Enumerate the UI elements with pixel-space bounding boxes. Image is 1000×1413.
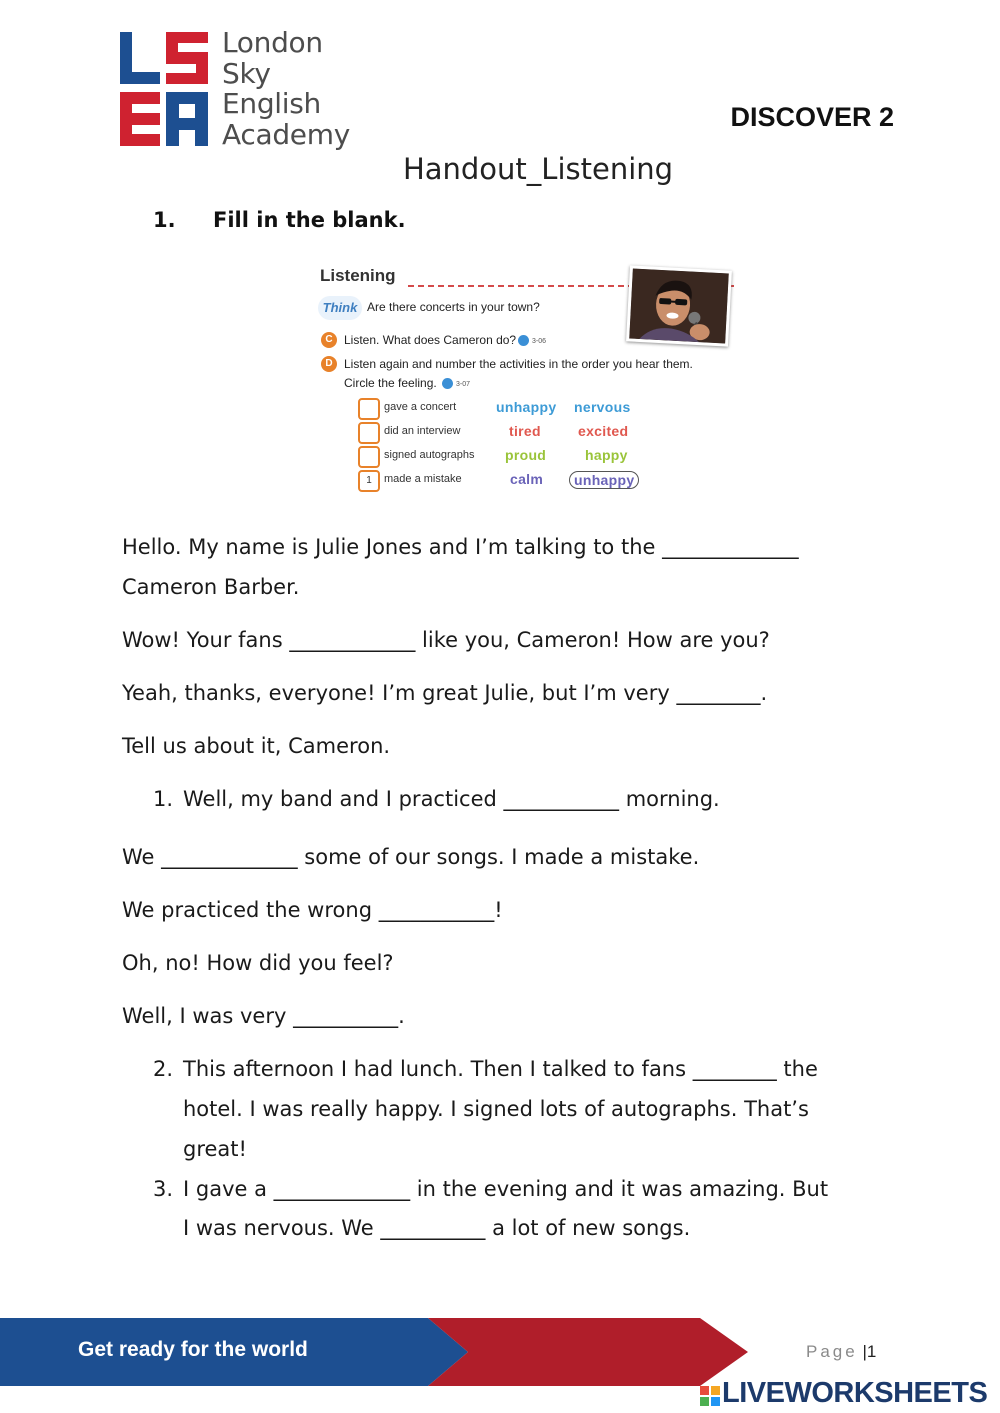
step-d-badge: D xyxy=(321,356,337,372)
list-number: 3. xyxy=(153,1177,174,1201)
list-item: Well, my band and I practiced ___________ morning. xyxy=(183,787,720,811)
dialogue-line: Tell us about it, Cameron. xyxy=(122,734,391,758)
section-heading xyxy=(153,208,406,232)
list-item: I was nervous. We __________ a lot of new songs. xyxy=(183,1216,691,1240)
list-item: hotel. I was really happy. I signed lots of autographs. That’s xyxy=(183,1097,809,1121)
logo-cut xyxy=(178,43,208,52)
list-item: I gave a _____________ in the evening and it was amazing. But xyxy=(183,1177,829,1201)
feeling-word[interactable]: unhappy xyxy=(496,399,557,415)
think-bubble: Think xyxy=(318,296,362,320)
list-item: This afternoon I had lunch. Then I talked to fans ________ the xyxy=(183,1057,818,1081)
step-d-instruction-2: Circle the feeling. xyxy=(344,376,437,390)
academy-logo xyxy=(120,32,208,146)
activity-label: did an interview xyxy=(384,425,461,437)
feeling-word-circled[interactable]: unhappy xyxy=(569,471,639,489)
page-title: Handout_Listening xyxy=(402,152,674,186)
logo-line: Academy xyxy=(222,117,350,151)
logo-cut xyxy=(132,125,160,134)
textbook-excerpt-image xyxy=(316,258,742,500)
step-c-instruction: Listen. What does Cameron do? xyxy=(344,333,517,347)
think-question: Are there concerts in your town? xyxy=(367,300,540,314)
logo-line: Sky xyxy=(222,56,271,90)
order-box[interactable] xyxy=(358,446,380,468)
list-number: 2. xyxy=(153,1057,174,1081)
activity-label: signed autographs xyxy=(384,449,475,461)
activity-label: gave a concert xyxy=(384,401,457,413)
order-box[interactable] xyxy=(358,422,380,444)
singer-illustration xyxy=(629,269,729,344)
feeling-word[interactable]: excited xyxy=(578,423,629,439)
logo-cut xyxy=(132,104,160,113)
step-c-badge: C xyxy=(321,332,337,348)
dialogue-line: Well, I was very __________. xyxy=(122,1004,405,1028)
feeling-word[interactable]: tired xyxy=(509,423,541,439)
section-number: 1. xyxy=(153,208,176,232)
list-item: great! xyxy=(183,1137,247,1161)
logo-block-s xyxy=(166,32,208,84)
feeling-word[interactable]: nervous xyxy=(574,399,631,415)
feeling-word[interactable]: proud xyxy=(505,447,547,463)
page-separator: | xyxy=(862,1342,867,1361)
step-d-instruction: Listen again and number the activities in the order you hear them. xyxy=(344,357,693,371)
cameron-photo xyxy=(626,265,732,346)
logo-cut xyxy=(132,32,160,72)
audio-icon xyxy=(442,378,453,389)
page-number xyxy=(806,1342,876,1362)
audio-track-code: 3-06 xyxy=(532,338,547,345)
section-title: Fill in the blank. xyxy=(213,208,406,232)
dialogue-line: Hello. My name is Julie Jones and I’m talking to the _____________ xyxy=(122,535,799,559)
logo-cut xyxy=(166,64,196,73)
logo-cut xyxy=(179,104,195,118)
dialogue-line: Yeah, thanks, everyone! I’m great Julie, but I’m very ________. xyxy=(122,681,768,705)
order-box[interactable] xyxy=(358,398,380,420)
logo-line: London xyxy=(222,26,323,59)
dialogue-line: Cameron Barber. xyxy=(122,575,300,599)
logo-wordmark xyxy=(222,28,350,150)
audio-track-code: 3-07 xyxy=(456,381,471,388)
dialogue-line: We practiced the wrong ___________! xyxy=(122,898,503,922)
order-box[interactable]: 1 xyxy=(358,470,380,492)
feeling-word[interactable]: happy xyxy=(585,447,628,463)
textbook-heading: Listening xyxy=(320,266,396,285)
audio-icon xyxy=(518,335,529,346)
course-label: DISCOVER 2 xyxy=(730,102,894,132)
list-number: 1. xyxy=(153,787,174,811)
feeling-word[interactable]: calm xyxy=(510,471,544,487)
page-word: Page xyxy=(806,1342,858,1361)
page-number-value: 1 xyxy=(866,1342,877,1361)
activity-label: made a mistake xyxy=(384,473,462,485)
logo-cut xyxy=(179,130,195,146)
dialogue-line: Wow! Your fans ____________ like you, Cameron! How are you? xyxy=(122,628,770,652)
logo-block-e xyxy=(120,92,160,146)
liveworksheets-brand[interactable]: LIVEWORKSHEETS xyxy=(722,1377,988,1409)
dialogue-line: We _____________ some of our songs. I made a mistake. xyxy=(122,845,700,869)
logo-line: English xyxy=(222,87,322,120)
liveworksheets-logo-icon xyxy=(700,1380,722,1412)
dialogue-line: Oh, no! How did you feel? xyxy=(122,951,394,975)
footer-slogan: Get ready for the world xyxy=(78,1338,308,1361)
